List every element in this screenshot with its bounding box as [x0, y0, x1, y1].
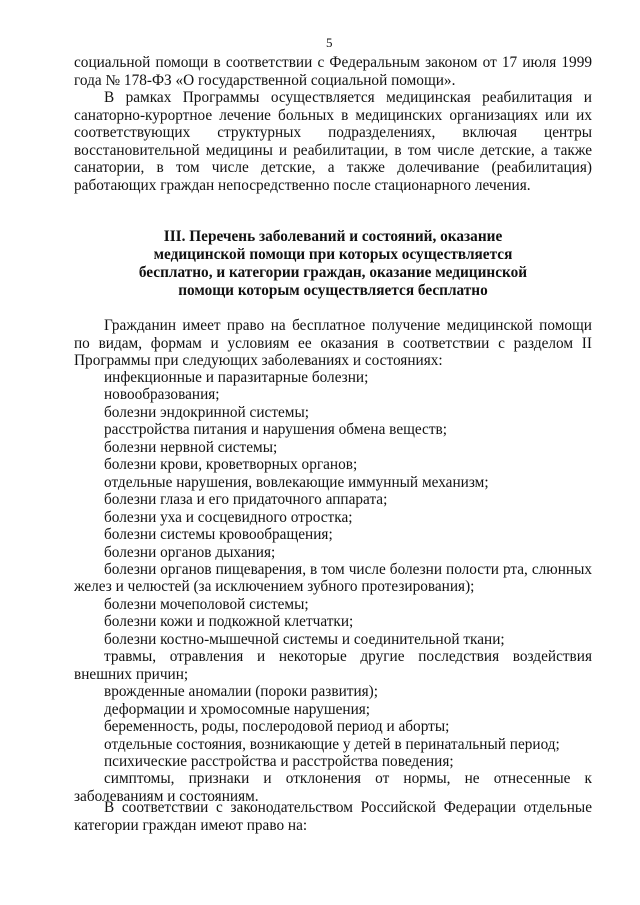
paragraph-social-assistance: социальной помощи в соответствии с Федеральным законом от 17 июля 1999 года № 178-ФЗ «О государственной социальной помощи».: [74, 54, 592, 89]
list-item: новообразования;: [104, 386, 220, 404]
list-item: расстройства питания и нарушения обмена веществ;: [104, 421, 447, 439]
paragraph-categories: В соответствии с законодательством Российской Федерации отдельные категории граждан имеют право на:: [74, 799, 592, 834]
section-heading-line: помощи которым осуществляется бесплатно: [178, 281, 488, 299]
section-heading: [74, 228, 592, 300]
disease-list: [74, 369, 592, 805]
list-item: болезни костно-мышечной системы и соединительной ткани;: [104, 630, 505, 648]
section-heading-line: бесплатно, и категории граждан, оказание медицинской: [138, 263, 528, 281]
section-heading-line: III. Перечень заболеваний и состояний, оказание: [163, 228, 503, 245]
paragraph-intro: Гражданин имеет право на бесплатное получение медицинской помощи по видам, формам и условиям ее оказания в соответствии с разделом II Программы при следующих заболеваниях и состояниях:: [74, 317, 592, 370]
list-item: инфекционные и паразитарные болезни;: [104, 369, 369, 386]
list-item: беременность, роды, послеродовой период и аборты;: [104, 718, 450, 736]
list-item: болезни органов дыхания;: [104, 543, 276, 561]
section-heading-line: медицинской помощи при которых осуществляется: [153, 245, 513, 263]
list-item: отдельные нарушения, вовлекающие иммунный механизм;: [104, 473, 489, 491]
list-item: симптомы, признаки и отклонения от нормы, не отнесенные к заболеваниям и состояниям.: [74, 770, 592, 805]
list-item: болезни глаза и его придаточного аппарата;: [104, 491, 388, 509]
paragraph-rehabilitation: В рамках Программы осуществляется медицинская реабилитация и санаторно-курортное лечение больных в медицинских организациях или их соответствующих структурных подразделениях, включая центры восстановительной медицины и реабилитации, в том числе детские, а также санатории, в том числе детские, а также долечивание (реабилитация) работающих граждан непосредственно после стационарного лечения.: [74, 89, 592, 194]
list-item: болезни системы кровообращения;: [104, 526, 333, 544]
page-number: 5: [326, 35, 333, 50]
list-item: болезни уха и сосцевидного отростка;: [104, 508, 353, 526]
list-item: психические расстройства и расстройства поведения;: [104, 752, 454, 770]
list-item: болезни органов пищеварения, в том числе болезни полости рта, слюнных желез и челюстей (за исключением зубного протезирования);: [74, 560, 592, 596]
list-item: болезни крови, кроветворных органов;: [104, 456, 358, 474]
list-item: болезни кожи и подкожной клетчатки;: [104, 613, 354, 631]
list-item: болезни нервной системы;: [104, 438, 278, 456]
list-item: болезни эндокринной системы;: [104, 403, 310, 421]
list-item: болезни мочеполовой системы;: [104, 595, 309, 613]
list-item: деформации и хромосомные нарушения;: [104, 700, 371, 718]
list-item: отдельные состояния, возникающие у детей в перинатальный период;: [104, 735, 560, 753]
list-item: врожденные аномалии (пороки развития);: [104, 683, 379, 701]
list-item: травмы, отравления и некоторые другие последствия воздействия внешних причин;: [74, 648, 592, 683]
